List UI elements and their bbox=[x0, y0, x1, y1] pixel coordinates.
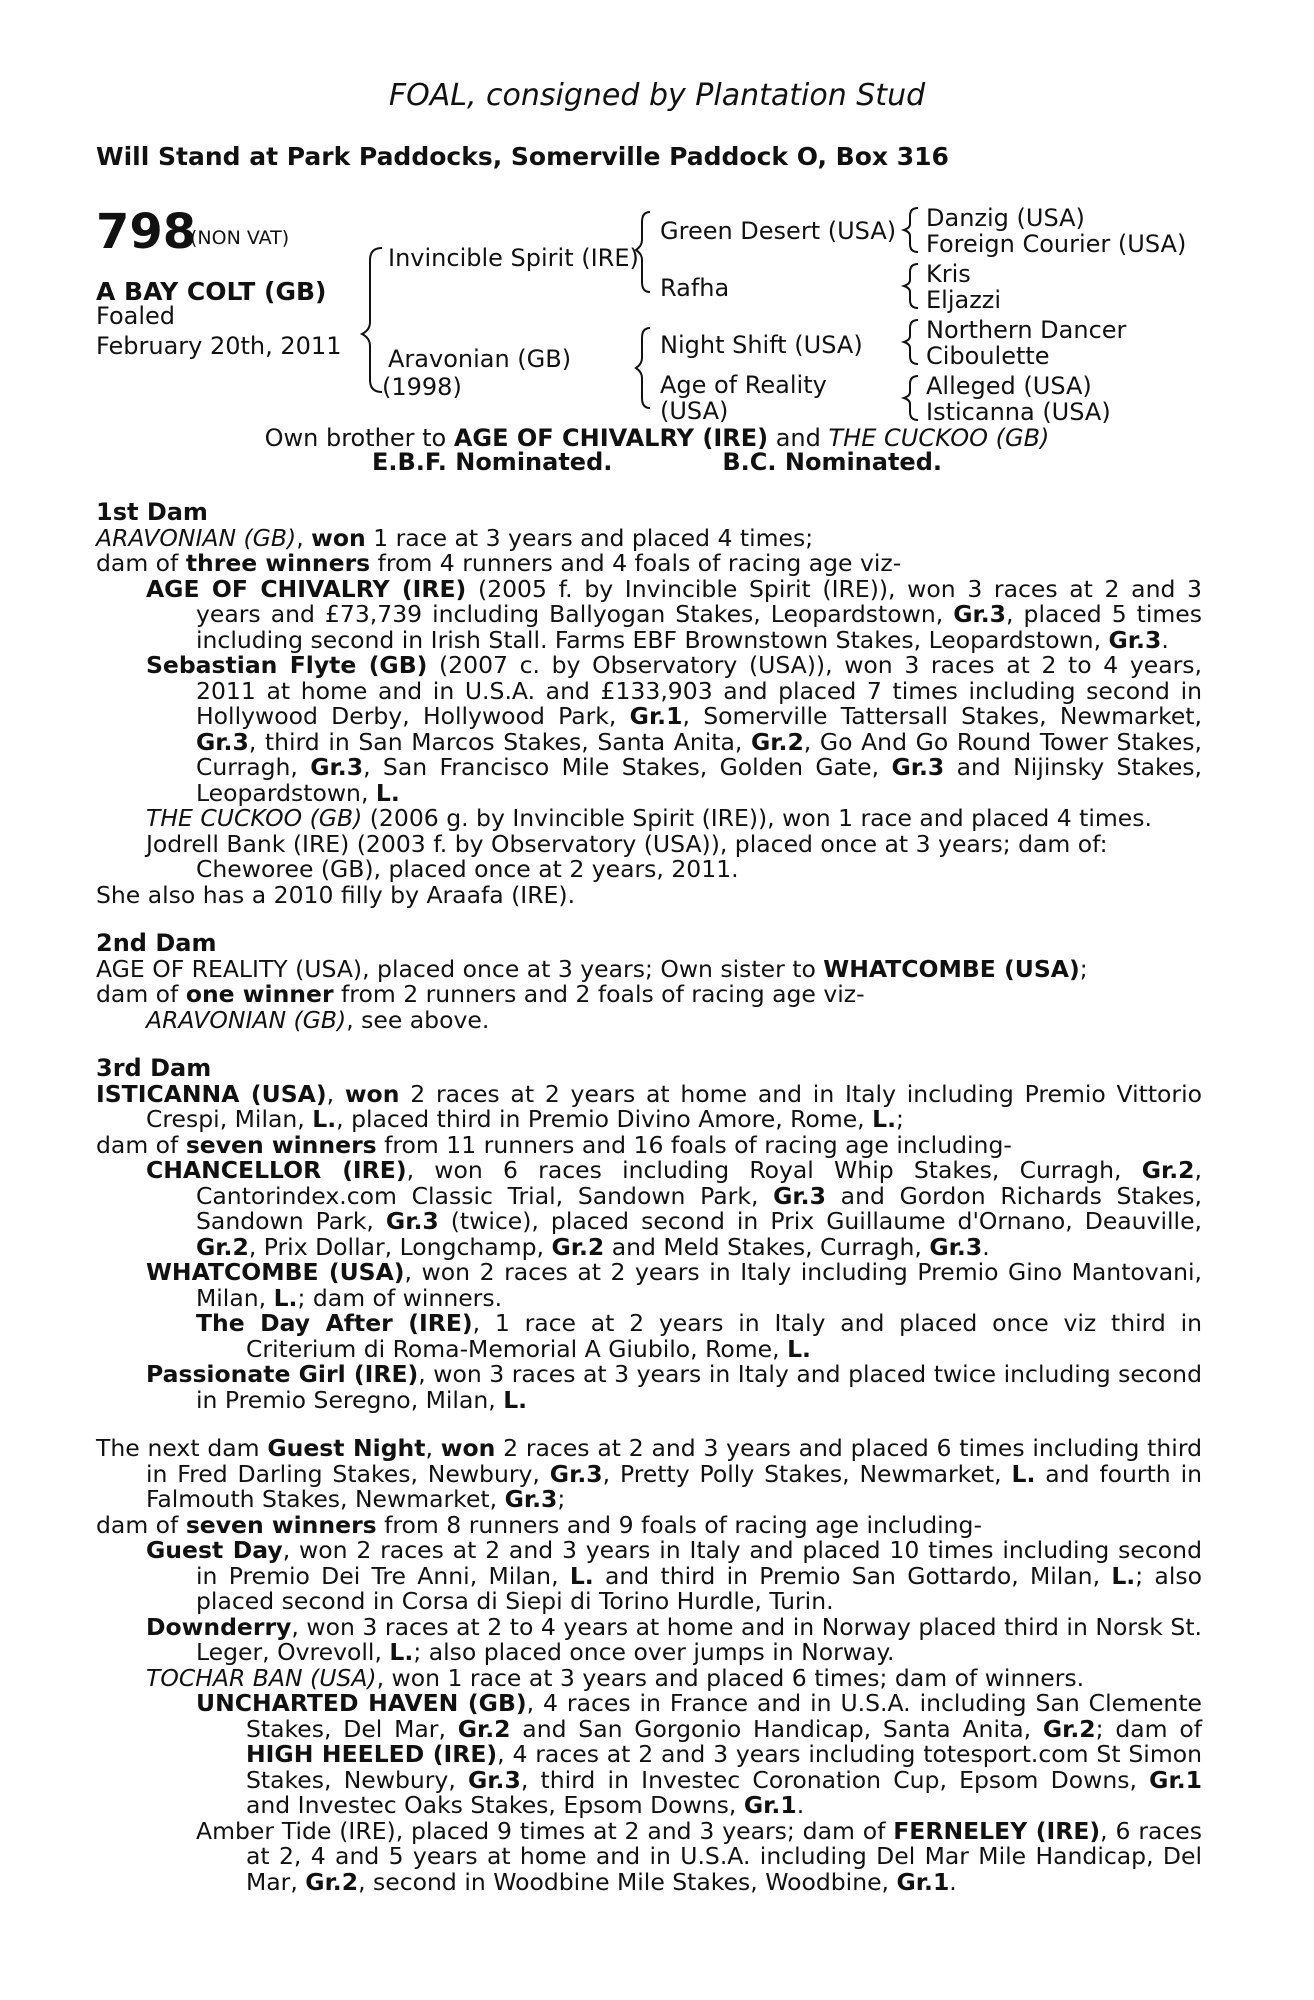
text: dam of bbox=[96, 549, 186, 577]
horse-name: Guest Day bbox=[146, 1536, 283, 1564]
produce-chancellor bbox=[146, 1158, 1202, 1260]
pedigree-dam-dam-name: Age of Reality bbox=[660, 371, 827, 399]
brace-sd bbox=[904, 264, 918, 308]
pedigree-dsd: Ciboulette bbox=[926, 342, 1050, 370]
text: , see above. bbox=[346, 1005, 490, 1034]
text: . bbox=[949, 1867, 957, 1896]
grade: L. bbox=[787, 1334, 811, 1363]
text: dam of bbox=[96, 1130, 186, 1159]
text: from 11 runners and 16 foals of racing age including- bbox=[376, 1130, 1012, 1159]
produce-downderry bbox=[146, 1612, 1202, 1666]
pedigree-brackets bbox=[0, 0, 1314, 430]
horse-name: HIGH HEELED (IRE) bbox=[246, 1740, 498, 1768]
second-dam-produce bbox=[96, 982, 1202, 1008]
brace-dam bbox=[636, 328, 650, 408]
horse-name: ISTICANNA (USA) bbox=[96, 1079, 327, 1108]
text: , placed 5 times including second in Irish Stall. Farms EBF Brownstown Stakes, Leopardstown, bbox=[196, 600, 1203, 654]
pedigree-ddd: Isticanna (USA) bbox=[926, 398, 1111, 426]
grade: Gr.2 bbox=[1042, 1714, 1096, 1743]
text: ; also placed second in Corsa di Siepi di Torino Hurdle, Turin. bbox=[196, 1561, 1202, 1615]
produce-passionate-girl bbox=[146, 1362, 1202, 1413]
grade: Gr.3 bbox=[196, 727, 249, 756]
horse-name: Sebastian Flyte (GB) bbox=[146, 651, 428, 679]
text: and Investec Oaks Stakes, Epsom Downs, bbox=[246, 1791, 744, 1819]
horse-name: TOCHAR BAN (USA) bbox=[146, 1663, 377, 1692]
third-dam-intro bbox=[96, 1079, 1202, 1133]
text: (2005 f. by Invincible Spirit (IRE)), won 3 races at 2 and 3 years and £73,739 including Ballyogan Stakes, Leopardstown, bbox=[196, 574, 1203, 628]
text: , San Francisco Mile Stakes, Golden Gate, bbox=[363, 753, 892, 781]
own-brother-and: and bbox=[768, 424, 829, 452]
brace-ds bbox=[904, 320, 918, 364]
horse-name: Passionate Girl (IRE) bbox=[146, 1360, 419, 1388]
grade: L. bbox=[312, 1105, 337, 1133]
text: and San Gorgonio Handicap, Santa Anita, bbox=[510, 1714, 1043, 1743]
pedigree-sss: Danzig (USA) bbox=[926, 204, 1085, 232]
produce-whatcombe bbox=[146, 1260, 1202, 1311]
own-brother-1: AGE OF CHIVALRY (IRE) bbox=[453, 424, 769, 452]
grade: Gr.3 bbox=[953, 600, 1007, 628]
text: , 6 races at 2, 4 and 5 years at home and in U.S.A. including Del Mar Mile Handicap, Del Mar, bbox=[246, 1816, 1202, 1896]
text: 2 races at 2 years at home and in Italy including Premio Vittorio Crespi, Milan, bbox=[146, 1079, 1202, 1133]
pedigree-dam-dam-origin: (USA) bbox=[660, 397, 729, 425]
grade: L. bbox=[503, 1385, 528, 1414]
next-dam-intro bbox=[96, 1436, 1202, 1513]
brace-dd bbox=[904, 376, 918, 420]
pedigree-dam-year: (1998) bbox=[382, 373, 462, 401]
produce-aravonian bbox=[146, 1005, 1202, 1034]
horse-name: THE CUCKOO (GB) bbox=[146, 804, 363, 832]
pedigree-sire-sire: Green Desert (USA) bbox=[660, 217, 897, 245]
text: (twice), placed second in Prix Guillaume d'Ornano, Deauville, bbox=[438, 1207, 1203, 1235]
text: Cheworee (GB), placed once at 2 years, 2011. bbox=[196, 855, 739, 883]
grade: L. bbox=[569, 1561, 594, 1590]
grade: L. bbox=[1111, 1561, 1136, 1590]
text: Amber Tide (IRE), placed 9 times at 2 and 3 years; dam of bbox=[196, 1816, 894, 1845]
text: . bbox=[982, 1232, 990, 1261]
foaled-date: February 20th, 2011 bbox=[96, 332, 342, 360]
pedigree-sds: Kris bbox=[926, 260, 971, 288]
text: ; dam of bbox=[1095, 1714, 1202, 1743]
grade: Gr.3 bbox=[385, 1207, 439, 1235]
grade: L. bbox=[1011, 1459, 1036, 1488]
grade: Gr.3 bbox=[310, 753, 364, 781]
grade: Gr.2 bbox=[457, 1714, 511, 1743]
lot-name: A BAY COLT (GB) bbox=[96, 277, 327, 306]
stand-location: Will Stand at Park Paddocks, Somerville Paddock O, Box 316 bbox=[96, 142, 949, 171]
vat-status: (NON VAT) bbox=[190, 227, 290, 249]
pedigree-sdd: Eljazzi bbox=[926, 286, 1002, 314]
text: and Gordon Richards Stakes, Sandown Park, bbox=[196, 1181, 1203, 1235]
text: dam of bbox=[96, 1510, 186, 1539]
text: AGE OF REALITY (USA), placed once at 3 years; Own sister to bbox=[96, 954, 824, 983]
text: , Pretty Polly Stakes, Newmarket, bbox=[602, 1459, 1012, 1488]
text: (2006 g. by Invincible Spirit (IRE)), won 1 race and placed 4 times. bbox=[362, 804, 1152, 832]
text: from 4 runners and 4 foals of racing age viz- bbox=[370, 549, 902, 577]
text: , 1 race at 2 years in Italy and placed once viz third in Criterium di Roma-Memorial A Giubilo, Rome, bbox=[246, 1309, 1202, 1363]
horse-name: Downderry bbox=[146, 1612, 292, 1641]
grade: Gr.3 bbox=[773, 1181, 826, 1210]
text: . bbox=[796, 1791, 805, 1819]
first-dam-heading: 1st Dam bbox=[96, 498, 208, 526]
grade: Gr.1 bbox=[743, 1791, 797, 1819]
second-dam-intro bbox=[96, 954, 1202, 983]
catalogue-body bbox=[96, 500, 1202, 1895]
pedigree-dds: Alleged (USA) bbox=[926, 372, 1092, 400]
lot-number: 798 bbox=[96, 204, 197, 260]
pedigree-dam-name: Aravonian (GB) bbox=[388, 345, 572, 373]
third-dam-produce bbox=[96, 1130, 1202, 1159]
text: , second in Woodbine Mile Stakes, Woodbine, bbox=[358, 1867, 897, 1896]
page-title: FOAL, consigned by Plantation Stud bbox=[388, 78, 926, 113]
produce-the-day-after bbox=[196, 1311, 1202, 1362]
grade: Gr.3 bbox=[929, 1232, 983, 1261]
pedigree-ssd: Foreign Courier (USA) bbox=[926, 230, 1187, 258]
horse-name: WHATCOMBE (USA) bbox=[146, 1258, 405, 1286]
text: and Meld Stakes, Curragh, bbox=[604, 1232, 930, 1261]
text: and Nijinsky Stakes, Leopardstown, bbox=[196, 753, 1202, 807]
grade: L. bbox=[389, 1638, 414, 1666]
nominations bbox=[0, 448, 1314, 476]
winners-count: three winners bbox=[185, 549, 371, 577]
pedigree-dss: Northern Dancer bbox=[926, 316, 1127, 344]
brace-ss bbox=[904, 208, 918, 252]
text: ; bbox=[896, 1105, 904, 1133]
first-dam-name: ARAVONIAN (GB) bbox=[96, 523, 297, 552]
text: , Cantorindex.com Classic Trial, Sandown Park, bbox=[196, 1156, 1202, 1210]
grade: Gr.3 bbox=[1108, 625, 1162, 654]
horse-name: CHANCELLOR (IRE) bbox=[146, 1156, 407, 1184]
won-label: won bbox=[440, 1434, 496, 1462]
text: ; bbox=[1079, 954, 1088, 983]
text: , third in Investec Coronation Cup, Epsom Downs, bbox=[520, 1765, 1150, 1794]
text: and fourth in Falmouth Stakes, Newmarket, bbox=[146, 1459, 1202, 1513]
foaled-label: Foaled bbox=[96, 302, 176, 330]
second-dam-heading: 2nd Dam bbox=[96, 929, 217, 957]
won-label: won bbox=[344, 1079, 400, 1108]
grade: Gr.2 bbox=[196, 1232, 249, 1261]
third-dam-heading: 3rd Dam bbox=[96, 1054, 212, 1082]
pedigree-dam-sire: Night Shift (USA) bbox=[660, 331, 863, 359]
horse-name: ARAVONIAN (GB) bbox=[146, 1005, 347, 1034]
text: 2 races at 2 and 3 years and placed 6 times including third in Fred Darling Stakes, Newbury, bbox=[146, 1434, 1202, 1488]
text: , Somerville Tattersall Stakes, Newmarket, bbox=[682, 702, 1202, 730]
grade: Gr.3 bbox=[504, 1485, 558, 1513]
text: , third in San Marcos Stakes, Santa Anita, bbox=[248, 727, 751, 756]
text: , Go And Go Round Tower Stakes, Curragh, bbox=[196, 727, 1202, 781]
grade: Gr.3 bbox=[468, 1765, 521, 1794]
text: , won 6 races including Royal Whip Stakes, Curragh, bbox=[406, 1156, 1142, 1184]
text: , won 2 races at 2 and 3 years in Italy and placed 10 times including second in Premio Dei Tre Anni, Milan, bbox=[196, 1536, 1202, 1590]
produce-jodrell-bank bbox=[146, 829, 1202, 858]
grade: L. bbox=[375, 778, 400, 807]
horse-name: AGE OF CHIVALRY (IRE) bbox=[146, 574, 467, 603]
first-dam-intro: ARAVONIAN (GB), won 1 race at 3 years and placed 4 times; bbox=[96, 523, 814, 552]
winners-count: seven winners bbox=[185, 1130, 377, 1159]
text: and third in Premio San Gottardo, Milan, bbox=[593, 1561, 1112, 1590]
text: , won 3 races at 2 to 4 years at home and in Norway placed third in Norsk St. Leger, Ovrevoll, bbox=[196, 1612, 1202, 1666]
text: ; also placed once over jumps in Norway. bbox=[413, 1638, 895, 1666]
text: from 2 runners and 2 foals of racing age viz- bbox=[333, 980, 865, 1008]
text: (2007 c. by Observatory (USA)), won 3 races at 2 to 4 years, 2011 at home and in U.S.A. and £133,903 and placed 7 times including second in Hollywood Derby, Hollywood Park, bbox=[196, 651, 1202, 730]
text: , won 1 race at 3 years and placed 6 times; dam of winners. bbox=[376, 1663, 1085, 1692]
text: Jodrell Bank (IRE) (2003 f. by Observatory (USA)), placed once at 3 years; dam of: bbox=[146, 829, 1108, 858]
produce-age-of-chivalry bbox=[146, 574, 1203, 654]
horse-name: Guest Night bbox=[267, 1434, 426, 1462]
grade: Gr.2 bbox=[551, 1232, 605, 1261]
text: She also has a 2010 filly by Araafa (IRE). bbox=[96, 880, 576, 909]
grade: Gr.2 bbox=[305, 1867, 359, 1896]
text: ; dam of winners. bbox=[297, 1283, 503, 1312]
text: 1 race at 3 years and placed 4 times; bbox=[365, 523, 814, 552]
horse-name: FERNELEY (IRE) bbox=[893, 1816, 1101, 1845]
text: ; bbox=[557, 1485, 566, 1513]
text: , Prix Dollar, Longchamp, bbox=[248, 1232, 552, 1261]
text: , bbox=[425, 1434, 441, 1462]
produce-tochar-ban bbox=[146, 1663, 1202, 1692]
text: , 4 races at 2 and 3 years including totesport.com St Simon Stakes, Newbury, bbox=[246, 1740, 1202, 1794]
grade: Gr.1 bbox=[1149, 1765, 1202, 1794]
text: , 4 races in France and in U.S.A. including San Clemente Stakes, Del Mar, bbox=[246, 1689, 1202, 1743]
pedigree-sire-dam: Rafha bbox=[660, 274, 730, 302]
text: , bbox=[326, 1079, 345, 1108]
brace-sire-dam bbox=[362, 248, 382, 392]
produce-amber-tide bbox=[196, 1816, 1202, 1896]
next-dam-produce bbox=[96, 1510, 1202, 1539]
horse-name: UNCHARTED HAVEN (GB) bbox=[196, 1689, 527, 1717]
text: , placed third in Premio Divino Amore, Rome, bbox=[336, 1105, 873, 1133]
produce-cheworee bbox=[196, 857, 1202, 883]
horse-name: WHATCOMBE (USA) bbox=[823, 954, 1080, 983]
pedigree-sire: Invincible Spirit (IRE) bbox=[388, 244, 639, 272]
bc-nomination: B.C. Nominated. bbox=[722, 448, 943, 476]
grade: L. bbox=[273, 1283, 298, 1312]
grade: Gr.2 bbox=[1141, 1156, 1195, 1184]
own-brother-2: THE CUCKOO (GB) bbox=[828, 424, 1050, 452]
text: dam of bbox=[96, 980, 186, 1008]
horse-name: The Day After (IRE) bbox=[196, 1309, 473, 1337]
produce-sebastian-flyte bbox=[146, 653, 1202, 806]
grade: Gr.1 bbox=[629, 702, 683, 730]
ebf-nomination: E.B.F. Nominated. bbox=[371, 448, 613, 476]
produce-the-cuckoo bbox=[146, 806, 1202, 832]
first-dam-also bbox=[96, 880, 1202, 909]
winners-count: one winner bbox=[185, 980, 334, 1008]
text: . bbox=[1161, 625, 1169, 654]
text: The next dam bbox=[96, 1434, 268, 1462]
produce-guest-day bbox=[146, 1538, 1202, 1615]
text: , won 3 races at 3 years in Italy and placed twice including second in Premio Seregno, Milan, bbox=[196, 1360, 1202, 1414]
text: , won 2 races at 2 years in Italy including Premio Gino Mantovani, Milan, bbox=[196, 1258, 1202, 1312]
produce-uncharted-haven bbox=[196, 1691, 1202, 1819]
grade: Gr.1 bbox=[896, 1867, 950, 1896]
grade: Gr.3 bbox=[549, 1459, 603, 1488]
won-label: won bbox=[311, 523, 366, 552]
grade: L. bbox=[872, 1105, 897, 1133]
winners-count: seven winners bbox=[185, 1510, 377, 1539]
grade: Gr.3 bbox=[891, 753, 945, 781]
text: from 8 runners and 9 foals of racing age including- bbox=[376, 1510, 982, 1539]
first-dam-produce bbox=[96, 551, 1202, 577]
grade: Gr.2 bbox=[750, 727, 804, 756]
own-brother-prefix: Own brother to bbox=[264, 424, 454, 452]
